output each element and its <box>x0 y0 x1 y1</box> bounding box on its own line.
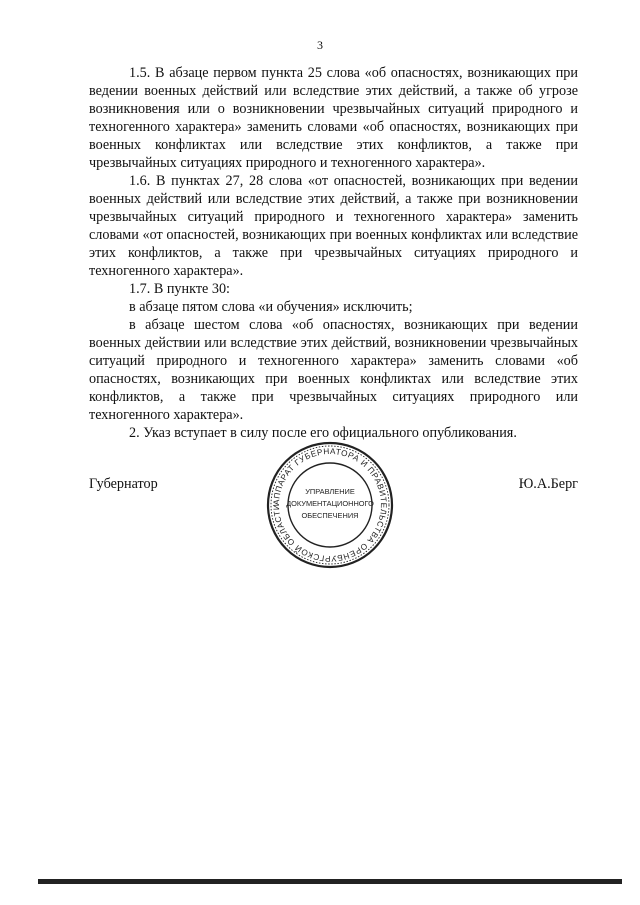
paragraph-1-5: 1.5. В абзаце первом пункта 25 слова «об опасностях, возникающих при ведении военных действий или вследствие этих действий, а также об угрозе возникновения или о возникновении чрезвычайных ситуаций природного и техногенного характера» заменить словами «об опасностях, возникающих при военных конфликтах или вследствие этих конфликтов, а также при чрезвычайных ситуациях природного и техногенного характера». <box>89 65 578 171</box>
document-body <box>89 64 578 442</box>
paragraph-2: 2. Указ вступает в силу после его официального опубликования. <box>129 425 517 441</box>
page-number: 3 <box>317 38 323 52</box>
signatory-name: Ю.А.Берг <box>518 476 578 492</box>
signatory-title: Губернатор <box>89 476 158 492</box>
paragraph-1-7: 1.7. В пункте 30: <box>129 281 230 297</box>
official-seal <box>265 440 395 570</box>
seal-line-1: УПРАВЛЕНИЕ <box>305 487 355 496</box>
paragraph-1-7-sub-2: в абзаце шестом слова «об опасностях, возникающих при ведении военных действии или вследствие этих действий, возникновении чрезвычайных ситуаций природного и техногенного характера» заменить словами «об опасностях, возникающих при военных конфликтах или вследствие этих конфликтов, а также при чрезвычайных ситуациях природного или техногенного характера». <box>89 317 578 423</box>
seal-line-3: ОБЕСПЕЧЕНИЯ <box>301 511 359 520</box>
paragraph-1-7-sub-1: в абзаце пятом слова «и обучения» исключить; <box>129 299 413 315</box>
paragraph-1-6: 1.6. В пунктах 27, 28 слова «от опасностей, возникающих при ведении военных действий или вследствие этих действий, а также при возникновении чрезвычайных ситуаций природного и техногенного характера» заменить словами «от опасностей, возникающих при военных конфликтах или вследствие этих конфликтов, а также при чрезвычайных ситуациях природного и техногенного характера». <box>89 173 578 279</box>
footer-rule <box>38 879 622 884</box>
seal-line-2: ДОКУМЕНТАЦИОННОГО <box>286 499 374 508</box>
seal-ring-text: АППАРАТ ГУБЕРНАТОРА И ПРАВИТЕЛЬСТВА ОРЕНБУРГСКОЙ ОБЛАСТИ <box>271 446 389 564</box>
signature-block <box>89 448 578 568</box>
